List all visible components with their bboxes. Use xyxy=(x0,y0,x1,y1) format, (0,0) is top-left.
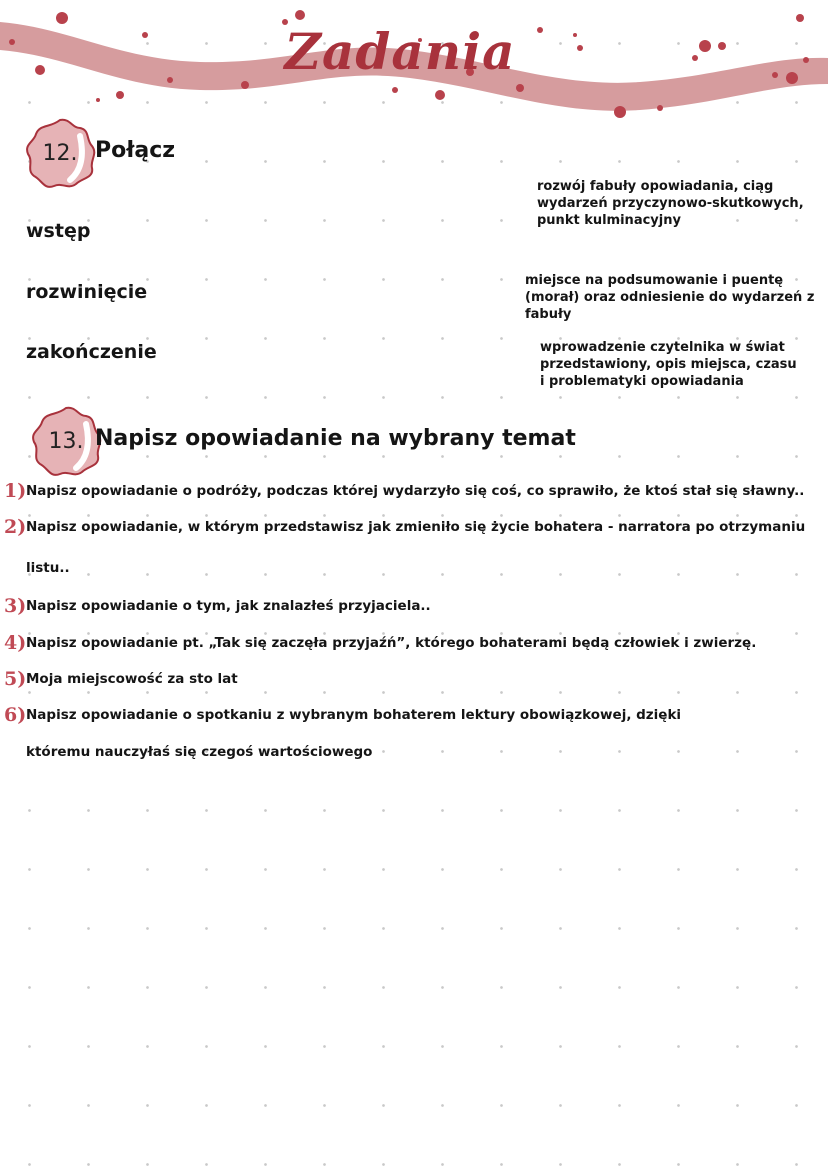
topic-6-continuation: któremu nauczyłaś się czegoś wartościowego xyxy=(26,744,373,760)
exercise-13-number: 13. xyxy=(48,429,84,454)
topic-text: Napisz opowiadanie o tym, jak znalazłeś przyjaciela.. xyxy=(26,598,431,614)
topic-2-continuation: listu.. xyxy=(26,560,70,576)
exercise-12-title: Połącz xyxy=(95,138,176,163)
topic-text: Napisz opowiadanie o spotkaniu z wybranym bohaterem lektury obowiązkowej, dzięki xyxy=(26,707,682,723)
topic-number: 1) xyxy=(4,480,27,502)
page-title: Zadania xyxy=(284,22,516,81)
topic-number: 2) xyxy=(4,516,27,538)
exercise-12-number: 12. xyxy=(42,141,78,166)
term-rozwiniecie: rozwinięcie xyxy=(26,281,148,303)
topic-3 xyxy=(0,595,828,631)
topic-6 xyxy=(0,704,828,740)
topic-text: Napisz opowiadanie, w którym przedstawisz jak zmieniło się życie bohatera - narratora po otrzymaniu xyxy=(26,519,806,535)
topic-1 xyxy=(0,480,828,516)
topic-number: 3) xyxy=(4,595,27,617)
topic-number: 5) xyxy=(4,668,27,690)
topic-text: Moja miejscowość za sto lat xyxy=(26,671,238,687)
header-banner xyxy=(0,0,828,125)
term-wstep: wstęp xyxy=(26,220,91,242)
topic-number: 4) xyxy=(4,632,27,654)
definition-1: rozwój fabuły opowiadania, ciąg wydarzeń przyczynowo-skutkowych, punkt kulminacyjny xyxy=(537,179,804,228)
definition-2: miejsce na podsumowanie i puentę (morał) oraz odniesienie do wydarzeń z fabuły xyxy=(525,273,815,322)
topic-5 xyxy=(0,668,828,704)
term-zakonczenie: zakończenie xyxy=(26,341,157,363)
definition-3: wprowadzenie czytelnika w świat przedstawiony, opis miejsca, czasu i problematyki opowiadania xyxy=(540,340,797,389)
topic-text: Napisz opowiadanie pt. „Tak się zaczęła przyjaźń”, którego bohaterami będą człowiek i zwierzę. xyxy=(26,635,757,651)
topic-2 xyxy=(0,516,828,552)
topic-text: Napisz opowiadanie o podróży, podczas której wydarzyło się coś, co sprawiło, że ktoś stał się sławny.. xyxy=(26,483,805,499)
exercise-12-badge xyxy=(20,114,100,194)
topic-number: 6) xyxy=(4,704,27,726)
exercise-13-badge xyxy=(26,402,106,482)
topic-4 xyxy=(0,632,828,668)
exercise-13-title: Napisz opowiadanie na wybrany temat xyxy=(95,426,576,451)
